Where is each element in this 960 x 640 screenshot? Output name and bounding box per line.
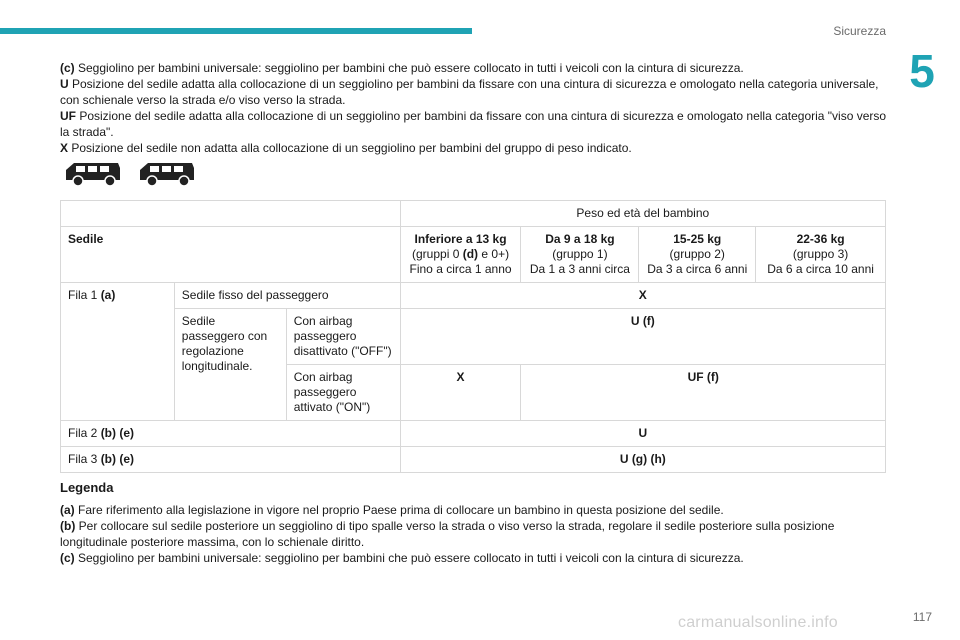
definition-u: U Posizione del sedile adatta alla collocazione di un seggiolino per bambini da fissare con una cintura di sicurezza e omologato nella categoria universale, con schienale verso la strada e/o viso verso la strada. [60,77,879,107]
vehicle-icons [62,160,206,190]
header-group-3: 22-36 kg (gruppo 3) Da 6 a circa 10 anni [756,227,886,283]
definition-c: (c) Seggiolino per bambini universale: seggiolino per bambini che può essere collocato in tutti i veicoli con la cintura di sicurezza. [60,61,744,75]
definition-x: X Posizione del sedile non adatta alla collocazione di un seggiolino per bambini del gruppo di peso indicato. [60,141,632,155]
header-group-2: 15-25 kg (gruppo 2) Da 3 a circa 6 anni [639,227,756,283]
van-icon [62,160,124,188]
row1-airbag-on-value-group0: X [400,365,521,421]
definition-uf: UF Posizione del sedile adatta alla collocazione di un seggiolino per bambini da fissare con una cintura di sicurezza e omologato nella categoria "viso verso la strada". [60,109,887,139]
row1-fixed-seat: Sedile fisso del passeggero [174,283,400,309]
row1-label: Fila 1 (a) [61,283,175,421]
row3-value: U (g) (h) [400,447,885,473]
child-seat-table [60,200,886,473]
legend [60,480,890,566]
row1-airbag-on: Con airbag passeggero attivato ("ON") [286,365,400,421]
table-header-row [61,227,886,283]
header-group-0: Inferiore a 13 kg (gruppi 0 (d) e 0+) Fino a circa 1 anno [400,227,521,283]
row2-value: U [400,421,885,447]
table-row [61,447,886,473]
table-header-group-row [61,201,886,227]
row3-label: Fila 3 (b) (e) [61,447,401,473]
table-row [61,421,886,447]
legend-item-a: (a) Fare riferimento alla legislazione in vigore nel proprio Paese prima di collocare un bambino in questa posizione del sedile. [60,503,724,517]
van-icon [136,160,198,188]
row1-adjustable-seat: Sedile passeggero con regolazione longitudinale. [174,309,286,421]
page-number: 117 [912,610,932,624]
table-row [61,309,886,365]
watermark: carmanualsonline.info [678,614,838,631]
legend-title: Legenda [60,480,114,495]
legend-item-c: (c) Seggiolino per bambini universale: seggiolino per bambini che può essere collocato in tutti i veicoli con la cintura di sicurezza. [60,551,744,565]
row1-airbag-off-value: U (f) [400,309,885,365]
chapter-number: 5 [909,45,935,97]
legend-item-b: (b) Per collocare sul sedile posteriore un seggiolino di tipo spalle verso la strada o viso verso la strada, regolare il sedile posteriore sulla posizione longitudinale posteriore massima, con lo schienale diritto. [60,519,835,549]
section-title: Sicurezza [833,24,886,38]
header-group-1: Da 9 a 18 kg (gruppo 1) Da 1 a 3 anni circa [521,227,639,283]
row1-airbag-on-value-rest: UF (f) [521,365,886,421]
row1-airbag-off: Con airbag passeggero disattivato ("OFF") [286,309,400,365]
header-seat: Sedile [61,227,401,283]
intro-definitions [60,60,890,156]
header-accent-bar [0,28,472,34]
table-row [61,283,886,309]
header-weight-age: Peso ed età del bambino [400,201,885,227]
row2-label: Fila 2 (b) (e) [61,421,401,447]
row1-fixed-value: X [400,283,885,309]
